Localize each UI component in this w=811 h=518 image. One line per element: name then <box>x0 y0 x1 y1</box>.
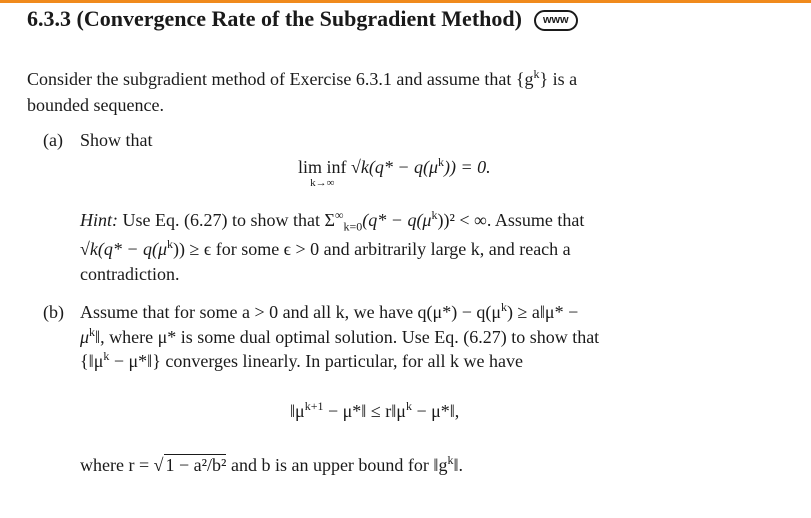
part-b-line-1: Assume that for some a > 0 and all k, we have $q(\mu*) - q(\mu^k)$ ≥ a‖μ* − <box>80 300 579 322</box>
intro-line-2: bounded sequence. <box>27 95 164 115</box>
part-b-equation: $‖\mu^{k+1}$ − μ*‖ ≤ $r‖\mu^k$ − μ*‖, <box>290 399 460 421</box>
intro-line-1: Consider the subgradient method of Exercise 6.3.1 and assume that $\{g^k\}$ is a <box>27 67 578 89</box>
www-badge: www <box>534 10 578 31</box>
hint-line-1: Hint: Use Eq. (6.27) to show that $\Sigma^\infty_{k=0}(q* - q(\mu^k))^2$ < ∞. Assume that <box>80 208 585 234</box>
hint-line-3: contradiction. <box>80 264 180 284</box>
section-title: 6.3.3 (Convergence Rate of the Subgradient Method) <box>27 6 522 31</box>
hint-line-2: $√k(q* - q(\mu^k)) \ge \epsilon$ for some ϵ > 0 and arbitrarily large k, and reach a <box>80 237 571 259</box>
part-a-text: Show that <box>80 130 153 150</box>
top-accent-bar <box>0 0 811 3</box>
part-b-line-3: {$‖\mu^k$ − μ*‖} converges linearly. In particular, for all k we have <box>80 349 523 371</box>
part-a-equation: lim inf k→∞ $√k(q* - q(\mu^k)) = 0$. <box>298 155 491 189</box>
lim-inf: lim inf k→∞ <box>298 157 347 189</box>
part-b-where: where r = √ 1 − a²/b² and b is an upper bound for $‖g^k‖$. <box>80 453 464 475</box>
section-heading <box>27 6 578 32</box>
sqrt-sign: √ <box>153 455 164 475</box>
part-b-line-2: $\mu^k‖$, where μ* is some dual optimal solution. Use Eq. (6.27) to show that <box>80 325 600 347</box>
part-b-label: (b) <box>43 302 64 322</box>
part-a-label: (a) <box>43 130 63 150</box>
